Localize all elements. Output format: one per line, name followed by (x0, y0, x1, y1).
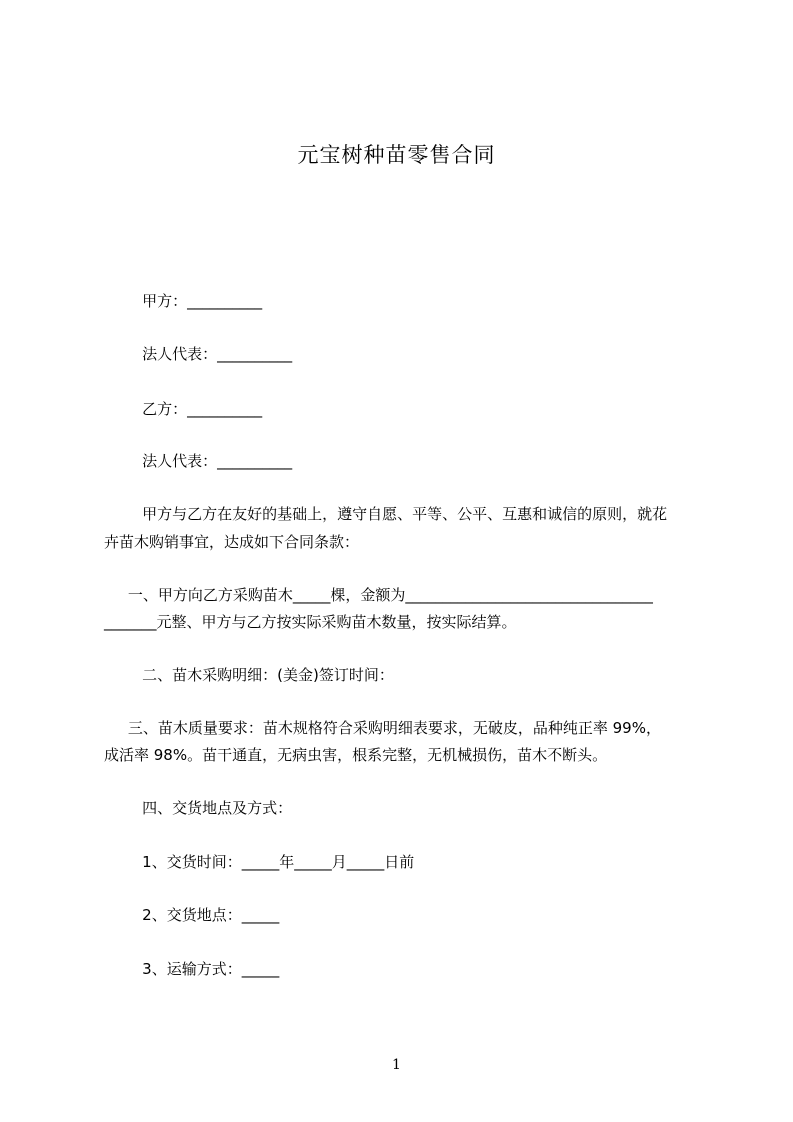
delivery-place-line: 2、交货地点：_____ (104, 906, 280, 924)
party-a-line: 甲方：__________ (104, 292, 263, 310)
clause-1-line-2: _______元整、甲方与乙方按实际采购苗木数量，按实际结算。 (104, 613, 517, 631)
transport-method-line: 3、运输方式：_____ (104, 960, 280, 978)
document-title: 元宝树种苗零售合同 (297, 143, 496, 167)
party-b-representative-line: 法人代表：__________ (104, 452, 293, 470)
party-a-representative-line: 法人代表：__________ (104, 345, 293, 363)
preamble-line-1: 甲方与乙方在友好的基础上，遵守自愿、平等、公平、互惠和诚信的原则，就花 (104, 505, 668, 523)
delivery-time-line: 1、交货时间：_____年_____月_____日前 (104, 853, 415, 871)
clause-2-line: 二、苗木采购明细：(美金)签订时间： (104, 666, 394, 684)
clause-3-line-2: 成活率 98%。苗干通直，无病虫害，根系完整，无机械损伤，苗木不断头。 (104, 746, 608, 764)
clause-4-heading: 四、交货地点及方式： (104, 799, 293, 817)
party-b-line: 乙方：__________ (104, 400, 263, 418)
clause-3-line-1: 三、苗木质量要求：苗木规格符合采购明细表要求，无破皮，品种纯正率 99%， (104, 719, 661, 737)
preamble-line-2: 卉苗木购销事宜，达成如下合同条款： (104, 533, 360, 551)
clause-1-line-1: 一、甲方向乙方采购苗木_____棵，金额为_________________________________ (104, 586, 653, 604)
page-number: 1 (392, 1057, 401, 1073)
